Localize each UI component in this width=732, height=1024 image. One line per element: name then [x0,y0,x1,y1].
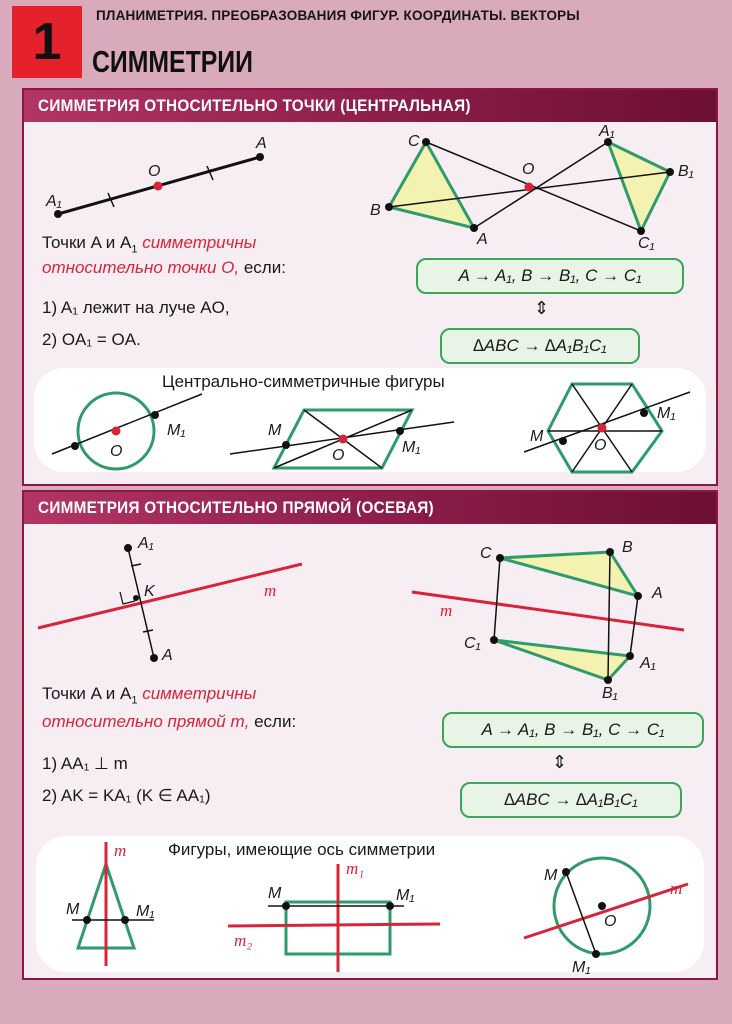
label-B: B [370,202,381,219]
topic-title: СИММЕТРИИ [92,44,253,79]
svg-text:M₁: M₁ [402,439,421,456]
axial-symmetry-panel [22,490,718,980]
central-mapping-box: A → A₁, B → B₁, C → C₁ [416,258,684,294]
svg-text:M: M [268,422,282,439]
sheet-number: 1 [12,6,82,78]
label-A: A [256,135,267,152]
svg-text:C₁: C₁ [464,635,481,652]
axial-condition-1: 1) AA₁ ⊥ m [42,754,128,773]
axial-definition-line2: относительно прямой m, если: [42,712,297,731]
central-condition-1: 1) A₁ лежит на луче AO, [42,298,230,317]
svg-text:M₁: M₁ [572,959,591,976]
svg-text:O: O [594,437,607,454]
svg-text:A: A [652,585,663,602]
label-C1: C₁ [638,235,655,252]
svg-text:O: O [110,443,123,460]
central-symmetry-header: СИММЕТРИЯ ОТНОСИТЕЛЬНО ТОЧКИ (ЦЕНТРАЛЬНАЯ) [24,90,716,122]
svg-text:M₁: M₁ [396,887,415,904]
axial-definition-line1: Точки A и $A_1$ симметричны [42,684,257,707]
central-triangles-box: ∆ABC → ∆A₁B₁C₁ [440,328,640,364]
svg-text:M₁: M₁ [136,903,155,920]
central-figures-caption: Центрально-симметричные фигуры [162,372,445,391]
svg-text:M₁: M₁ [657,405,676,422]
svg-text:M: M [66,901,80,918]
label-O: O [148,163,161,180]
central-condition-2: 2) OA₁ = OA. [42,330,141,349]
equivalence-icon: ⇕ [552,752,568,772]
axial-symmetry-header: СИММЕТРИЯ ОТНОСИТЕЛЬНО ПРЯМОЙ (ОСЕВАЯ) [24,492,716,524]
label-A1: A₁ [46,193,62,210]
svg-text:A₁: A₁ [138,535,154,552]
svg-text:M: M [530,428,544,445]
svg-text:A: A [162,647,173,664]
svg-text:B: B [622,539,633,556]
label-C: C [408,133,420,150]
svg-text:K: K [144,583,155,600]
svg-text:C: C [480,545,492,562]
subject-title: ПЛАНИМЕТРИЯ. ПРЕОБРАЗОВАНИЯ ФИГУР. КООРДИНАТЫ. ВЕКТОРЫ [96,8,580,23]
svg-text:M: M [544,867,558,884]
svg-text:m₁: m₁ [346,859,365,878]
svg-text:M₁: M₁ [167,422,186,439]
svg-text:O: O [604,913,617,930]
svg-text:m: m [440,601,453,620]
equivalence-icon: ⇕ [534,298,550,318]
label-A1: A₁ [599,123,615,140]
svg-text:m: m [114,841,127,860]
point-line-diagram [38,535,302,664]
svg-text:A₁: A₁ [640,655,656,672]
central-definition-line2: относительно точки O, если: [42,258,286,277]
central-definition-line1: Точки A и $A_1$ симметричны [42,233,257,256]
axial-condition-2: 2) AK = KA₁ (K ∈ AA₁) [42,786,211,805]
axial-mapping-box: A → A₁, B → B₁, C → C₁ [442,712,704,748]
axial-figures-caption: Фигуры, имеющие ось симметрии [168,840,436,859]
label-O: O [522,161,535,178]
segment-diagram [45,135,267,218]
svg-text:M: M [268,885,282,902]
label-A: A [477,231,488,248]
central-symmetry-panel [22,88,718,486]
axial-triangles-diagram [412,539,684,702]
svg-text:O: O [332,447,345,464]
svg-text:m: m [670,879,683,898]
axial-triangles-box: ∆ABC → ∆A₁B₁C₁ [460,782,682,818]
central-triangles-diagram [370,123,694,252]
svg-text:m: m [264,581,277,600]
svg-text:m₂: m₂ [234,931,253,950]
svg-text:B₁: B₁ [602,685,618,702]
label-B1: B₁ [678,163,694,180]
